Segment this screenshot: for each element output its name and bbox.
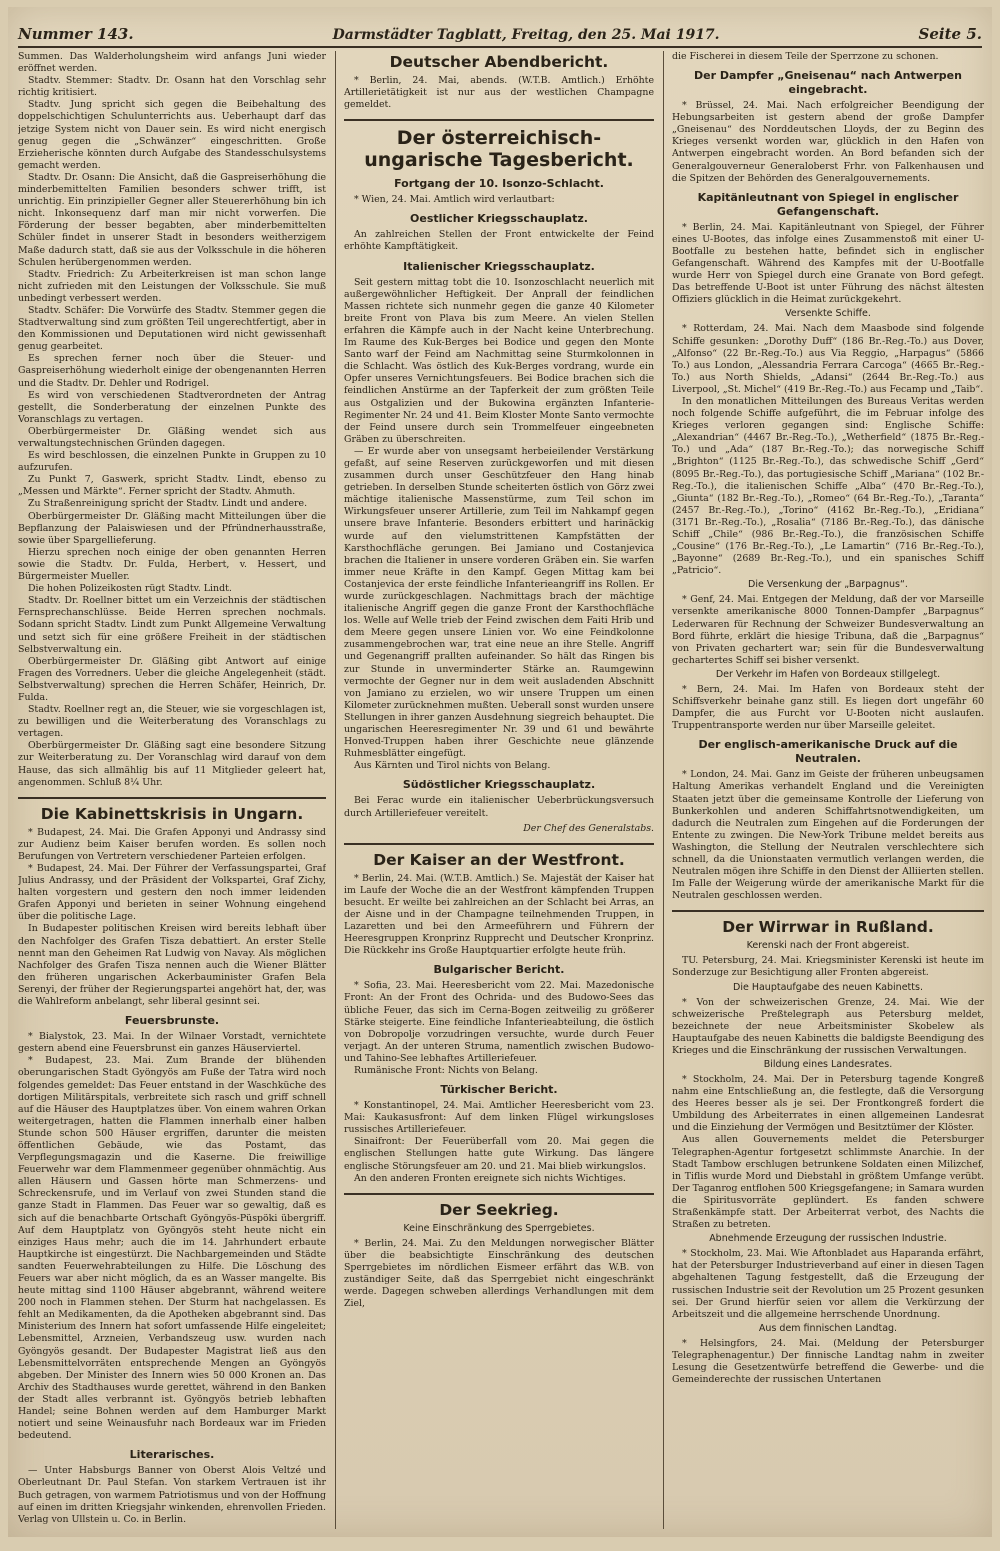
newspaper-title-date: Darmstädter Tagblatt, Freitag, den 25. Mai 1917. (332, 27, 720, 43)
paragraph: * Budapest, 24. Mai. Die Grafen Apponyi und Andrassy sind zur Audienz beim Kaiser berufen worden. Es sollen noch Berufungen von Vertretern verschiedener Parteien erfolgen. (18, 826, 326, 862)
paragraph: Bei Ferac wurde ein italienischer Ueberbrückungsversuch durch Artilleriefeuer vereitelt. (344, 795, 654, 819)
article-headline-oesterreichisch: Der österreichisch-ungarische Tagesbericht. (344, 119, 654, 171)
page-number: Seite 5. (918, 25, 982, 43)
section-heading-oestlicher: Oestlicher Kriegsschauplatz. (410, 212, 588, 226)
paragraph: Stadtv. Schäfer: Die Vorwürfe des Stadtv. Stemmer gegen die Stadtverwaltung sind zum größten Teil ungerechtfertigt, aber in den Kommissionen und Deputationen wird nicht gewissenhaft genug gearbeitet. (18, 304, 326, 353)
article-headline-versenkte-schiffe: Versenkte Schiffe. (785, 308, 871, 320)
paragraph: Stadtv. Friedrich: Zu Arbeiterkreisen ist man schon lange nicht zufrieden mit den Leistungen der Volksschule. Sie muß unbedingt verbessert werden. (18, 268, 326, 304)
paragraph: Es wird von verschiedenen Stadtverordneten der Antrag gestellt, die Sonderberatung der einzelnen Punkte des Voranschlags zu vertagen. (18, 389, 326, 425)
paragraph: * Budapest, 23. Mai. Zum Brande der blühenden oberungarischen Stadt Gyöngyös am Fuße der Tatra wird noch folgendes gemeldet: Das Feuer entstand in der Waschküche des dortigen Militärspitals, verbreitete sich rasch und griff schnell auf die Häuser des Hauptplatzes über. Von einem wahren Orkan weitergetragen, hatten die Flammen innerhalb einer halben Stunde schon 500 Häuser ergriffen, darunter die meisten öffentlichen Gebäude, wie das Postamt, das Verpflegungsmagazin und die Kaserne. Die freiwillige Feuerwehr war dem Flammenmeer gegenüber ohnmächtig. Aus allen Häusern und Gassen hörte man Schmerzens- und Schreckensrufe, und im Verlauf von zwei Stunden stand die ganze Stadt in Flammen. Das Feuer war so gewaltig, daß es sich auf die benachbarte Ortschaft Gyöngyös-Püspöki übergriff. Auf dem Hauptplatz von Gyöngyös steht heute nicht ein einziges Haus mehr; auch die im 14. Jahrhundert erbaute Hauptkirche ist eingestürzt. Die Nachbargemeinden und Städte sandten Feuerwehrabteilungen zu Hilfe. Die Löschung des Feuers war aber nicht möglich, da es an Wasser mangelte. Bis heute mittag sind 1100 Häuser abgebrannt, während weitere 200 noch in Flammen stehen. Der Sturm hat nachgelassen. Es fehlt an Medikamenten, da die Apotheken abgebrannt sind. Das Ministerium des Innern hat sofort umfassende Hilfe eingeleitet; Lebensmittel, Arzneien, Verbandszeug usw. wurden nach Gyöngyös gesandt. Der Budapester Magistrat ließ aus den Lebensmittelvorräten entsprechende Mengen an Gyöngyös abgeben. Der Minister des Innern wies 50 000 Kronen an. Das Archiv des Stadthauses wurde gerettet, während in den Banken der Stadt alles verbrannt ist. Gyöngyös betrieb lebhaften Handel; seine Bohnen werden auf dem Hamburger Markt notiert und seine Weinausfuhr nach Bordeaux war im Frieden bedeutend. (18, 1055, 326, 1442)
article-headline-kaiser: Der Kaiser an der Westfront. (344, 843, 654, 869)
paragraph: die Fischerei in diesem Teile der Sperrzone zu schonen. (672, 51, 939, 62)
article-subheadline-sperrgebiet: Keine Einschränkung des Sperrgebietes. (403, 1222, 595, 1234)
article-subheadline-isonzo: Fortgang der 10. Isonzo-Schlacht. (394, 177, 604, 191)
article-headline-kabinettskrisis: Die Kabinettskrisis in Ungarn. (18, 797, 326, 823)
paragraph: TU. Petersburg, 24. Mai. Kriegsminister Kerenski ist heute im Sonderzuge zur Besichtigung aller Fronten abgereist. (672, 955, 984, 979)
column-2 (344, 51, 654, 1529)
column-divider (663, 51, 664, 1529)
paragraph: Stadtv. Jung spricht sich gegen die Beibehaltung des doppelschichtigen Schulunterrichts aus. Ueberhaupt darf das jetzige System nicht von Dauer sein. Es wird nicht energisch genug gegen die „Schwänzer“ eingeschritten. Große Erzieherische könnten durch Aufgabe des Standesschulsystems gemacht werden. (18, 99, 326, 171)
article-headline-landesrat: Bildung eines Landesrates. (763, 1059, 893, 1070)
paragraph: Summen. Das Walderholungsheim wird anfangs Juni wieder eröffnet werden. (18, 51, 326, 75)
paragraph: Sinaifront: Der Feuerüberfall vom 20. Mai gegen die englischen Stellungen hatte gute Wirkung. Das längere englische Störungsfeuer am 20. und 21. Mai blieb wirkungslos. (344, 1136, 654, 1172)
paragraph: An zahlreichen Stellen der Front entwickelte der Feind erhöhte Kampftätigkeit. (344, 229, 654, 253)
article-headline-seekrieg: Der Seekrieg. (344, 1193, 654, 1219)
paragraph: Stadtv. Stemmer: Stadtv. Dr. Osann hat den Vorschlag sehr richtig kritisiert. (18, 75, 326, 99)
signature: Der Chef des Generalstabs. (523, 822, 654, 834)
article-headline-spiegel: Kapitänleutnant von Spiegel in englischer Gefangenschaft. (697, 190, 959, 218)
paragraph: Oberbürgermeister Dr. Gläßing macht Mitteilungen über die Bepflanzung der Palaiswiesen und der Pfründnerhausstraße, sowie über Spargellieferung. (18, 510, 326, 546)
paragraph: In den monatlichen Mitteilungen des Bureaus Veritas werden noch folgende Schiffe aufgeführt, die im Februar infolge des Krieges verloren gegangen sind: Englische Schiffe: „Alexandrian“ (4467 Br.-Reg.-To.), „Wetherfield“ (1875 Br.-Reg.-To.) und „Ada“ (187 Br.-Reg.-To.); das norwegische Schiff „Brighton“ (1125 Br.-Reg.-To.), das schwedische Schiff „Gerd“ (8095 Br.-Reg.-To.), das portugiesische Schiff „Mariana“ (102 Br.-Reg.-To.), die italienischen Schiffe „Alba“ (470 Br.-Reg.-To.), „Giunta“ (182 Br.-Reg.-To.), „Romeo“ (64 Br.-Reg.-To.), „Taranta“ (2457 Br.-Reg.-To.), „Torino“ (4162 Br.-Reg.-To.), „Eridiana“ (3171 Br.-Reg.-To.), „Rosalia“ (7186 Br.-Reg.-To.), das dänische Schiff „Chile“ (986 Br.-Reg.-To.), die französischen Schiffe „Cousine“ (176 Br.-Reg.-To.), „Le Lamartin“ (716 Br.-Reg.-To.), „Bayonne“ (2689 Br.-Reg.-To.), und ein spanisches Schiff „Patricio“. (672, 395, 984, 577)
paragraph: — Er wurde aber von unsegsamt herbeieilender Verstärkung gefaßt, auf seine Reserven zurückgeworfen und mit diesen zusammen durch unser Geschützfeuer den Hang hinab getrieben. In derselben Stunde scheiterten östlich von Görz zwei mächtige italienische Massenstürme, zum Teil schon im Wirkungsfeuer unserer Artillerie, zum Teil im Nahkampf gegen unsere brave Infanterie. Besonders erbittert und harinäckig wurde auf den vielumstrittenen Kampfstätten der Karsthochfläche gerungen. Bei Jamiano und Costanjevica brachen die Italiener in unsere vorderen Gräben ein. Sie warfen immer neue Kräfte in den Kampf. Gegen Mittag kam bei Costanjevica der erste feindliche Infanterieangriff ins Rollen. Er wurde zurückgeschlagen. Nachmittags brach der mächtige italienische Angriff gegen die ganze Front der Karsthochfläche los. Welle auf Welle trieb der Feind zwischen dem Faiti Hrib und dem Meere gegen unsere Linien vor. Wo eine Feindkolonne zusammengebrochen war, trat eine neue an ihre Stelle. Angriff und Gegenangriff prallten aufeinander. So hält das Ringen bis zur Stunde in unverminderter Stärke an. Raumgewinn vermochte der Gegner nur in dem weit ausladenden Abschnitt von Jamiano zu erzielen, wo wir unsere Truppen um einen Kilometer zurücknehmen mußten. Ueberall sonst wurden unsere Stellungen in ihrer ganzen Ausdehnung siegreich behauptet. Die ungarischen Heeresregimenter Nr. 39 und 61 und bewährte Honved-Truppen haben ihrer Geschichte neue glänzende Ruhmesblätter eingefügt. (344, 445, 654, 760)
paragraph: Zu Straßenreinigung spricht der Stadtv. Lindt und andere. (28, 498, 308, 510)
column-divider (335, 51, 336, 1529)
column-1 (18, 51, 326, 1529)
paragraph: * Berlin, 24. Mai. Zu den Meldungen norwegischer Blätter über die beabsichtigte Einschränkung des deutschen Sperrgebietes im nördlichen Eismeer erfährt das W.B. von zuständiger Seite, daß das Sperrgebiet nicht eingeschränkt werde. Dagegen schweben allerdings Verhandlungen mit dem Ziel, (344, 1237, 654, 1310)
paragraph: * Stockholm, 23. Mai. Wie Aftonbladet aus Haparanda erfährt, hat der Petersburger Industrieverband auf einer in diesen Tagen abgehaltenen Tagung festgestellt, daß die Erzeugung der russischen Industrie seit der Revolution um 25 Prozent gesunken sei. Der Grund hierfür seien vor allem die Verkürzung der Arbeitszeit und die allgemeine herrschende Unordnung. (672, 1248, 984, 1320)
paragraph: * Berlin, 24. Mai. Kapitänleutnant von Spiegel, der Führer eines U-Bootes, das infolge eines Zusammenstoß mit einer U-Bootfalle zu bestehen hatte, befindet sich in englischer Gefangenschaft. Während des Kampfes mit der U-Bootfalle wurde Herr von Spiegel durch eine Granate von Bord gefegt. Das betreffende U-Boot ist unter Führung des nächst ältesten Offiziers glücklich in die Heimat zurückgekehrt. (672, 221, 984, 306)
section-heading-italienischer: Italienischer Kriegsschauplatz. (403, 259, 595, 273)
paragraph: * Bern, 24. Mai. Im Hafen von Bordeaux steht der Schiffsverkehr beinahe ganz still. Es liegen dort ungefähr 60 Dampfer, die aus Furcht vor U-Booten nicht auslaufen. Truppentransporte werden nur über Marseille geleitet. (672, 683, 984, 732)
article-subheadline-kerenski: Kerenski nach der Front abgereist. (746, 940, 910, 952)
paragraph: Seit gestern mittag tobt die 10. Isonzoschlacht neuerlich mit außergewöhnlicher Heftigkeit. Der Anprall der feindlichen Massen richtete sich nunmehr gegen die ganze 40 Kilometer breite Front von Plava bis zum Meere. An vielen Stellen erfahren die Kämpfe auch in der Nacht keine Unterbrechung. Im Raume des Kuk-Berges bei Bodice und gegen den Monte Santo warf der Feind am Nachmittag seine Sturmkolonnen in die Schlacht. Was östlich des Kuk-Berges vordrang, wurde ein Opfer unseres Vernichtungsfeuers. Bei Bodice brachen sich die feindlichen Anstürme an der Tapferkeit der zum größten Teile aus Ostgalizien und der Bukowina ergänzten Infanterie-Regimenter Nr. 24 und 41. Beim Kloster Monte Santo vermochte der Feind unsere durch sein Trommelfeuer eingeebneten Gräben zu überschreiten. (344, 276, 654, 445)
paragraph: Es wird beschlossen, die einzelnen Punkte in Gruppen zu 10 aufzurufen. (18, 450, 326, 474)
paragraph: * Rotterdam, 24. Mai. Nach dem Maasbode sind folgende Schiffe gesunken: „Dorothy Duff“ (186 Br.-Reg.-To.) aus Dover, „Alfonso“ (22 Br.-Reg.-To.) aus Via Reggio, „Harpagus“ (5866 To.) aus London, „Alessandria Ferrara Carcoga“ (4665 Br.-Reg.-To.) aus North Shields, „Adansi“ (2644 Br.-Reg.-To.) aus Liverpool, „St. Michel“ (419 Br.-Reg.-To.) aus Fecamp und „Taib“. (672, 323, 984, 395)
paragraph: Hierzu sprechen noch einige der oben genannten Herren sowie die Stadtv. Dr. Fulda, Herbert, v. Hessert, und Bürgermeister Mueller. (18, 546, 326, 583)
paragraph: * Brüssel, 24. Mai. Nach erfolgreicher Beendigung der Hebungsarbeiten ist gestern abend der große Dampfer „Gneisenau“ des Norddeutschen Lloyds, der zu Beginn des Krieges versenkt worden war, glücklich in den Hafen von Antwerpen eingebracht worden. An Bord befanden sich der Generalgouverneur Generaloberst Frhr. von Falkenhausen und die Spitzen der Behörden des Generalgouvernements. (672, 100, 984, 184)
article-headline-druck: Der englisch-amerikanische Druck auf die Neutralen. (698, 738, 958, 766)
paragraph: Oberbürgermeister Dr. Gläßing sagt eine besondere Sitzung zur Weiterberatung zu. Der Voranschlag wird darauf von dem Hause, das sich allmählig bis auf 11 Mitglieder geleert hat, angenommen. Schluß 8¼ Uhr. (18, 740, 326, 788)
article-headline-barpagnus: Die Versenkung der „Barpagnus“. (748, 579, 908, 591)
paragraph: Es sprechen ferner noch über die Steuer- und Gaspreiserhöhung wiederholt einige der obengenannten Herren und die Stadtv. Dr. Dehler und Rodrigel. (18, 353, 326, 389)
paragraph: * Sofia, 23. Mai. Heeresbericht vom 22. Mai. Mazedonische Front: An der Front des Ochrida- und des Budowo-Sees das übliche Feuer, das sich im Cerna-Bogen zeitweilig zu größerer Stärke steigerte. Eine feindliche Infanterieabteilung, die östlich von Dobropolje vorzudringen versuchte, wurde durch Feuer verjagt. An der unteren Struma, namentlich zwischen Budowo- und Tahino-See lebhaftes Artilleriefeuer. (344, 980, 654, 1064)
paragraph: Rumänische Front: Nichts von Belang. (354, 1065, 538, 1076)
newspaper-page (8, 7, 992, 1537)
paragraph: * Berlin, 24. Mai. (W.T.B. Amtlich.) Se. Majestät der Kaiser hat im Laufe der Woche die an der Westfront kämpfenden Truppen besucht. Er weilte bei zahlreichen an der Schlacht bei Arras, an der Aisne und in der Champagne teilnehmenden Truppen, in Lazaretten und bei den Armeeführern und Führern der Heeresgruppen Kronprinz Rupprecht und Deutscher Kronprinz. Die Rückkehr ins Große Hauptquartier erfolgte heute früh. (344, 872, 654, 957)
masthead (18, 19, 982, 48)
paragraph: * Berlin, 24. Mai, abends. (W.T.B. Amtlich.) Erhöhte Artillerietätigkeit ist nur aus der westlichen Champagne gemeldet. (344, 75, 654, 111)
paragraph: Stadtv. Roellner regt an, die Steuer, wie sie vorgeschlagen ist, zu bewilligen und die Weiterberatung des Voranschlags zu vertagen. (18, 704, 326, 740)
paragraph: Stadtv. Dr. Roellner bittet um ein Verzeichnis der städtischen Fernsprechanschlüsse. Beide Herren sprechen nochmals. Sodann spricht Stadtv. Lindt zum Punkt Allgemeine Verwaltung und setzt sich für eine größere Freiheit in der städtischen Selbstverwaltung ein. (18, 595, 326, 655)
article-headline-bordeaux: Der Verkehr im Hafen von Bordeaux stillgelegt. (715, 668, 941, 680)
paragraph: * Bialystok, 23. Mai. In der Wilnaer Vorstadt, vernichtete gestern abend eine Feuersbrunst ein ganzes Häuserviertel. (18, 1031, 326, 1055)
issue-number: Nummer 143. (18, 25, 134, 43)
paragraph: Oberbürgermeister Dr. Gläßing wendet sich aus verwaltungstechnischen Gründen dagegen. (18, 425, 326, 449)
paragraph: * Konstantinopel, 24. Mai. Amtlicher Heeresbericht vom 23. Mai: Kaukasusfront: Auf dem linken Flügel wirkungsloses russisches Artilleriefeuer. (344, 1100, 654, 1136)
paragraph: * Von der schweizerischen Grenze, 24. Mai. Wie der schweizerische Preßtelegraph aus Petersburg meldet, bezeichnete der neue Arbeitsminister Skobelew als Hauptaufgabe des neuen Kabinetts die baldigste Beendigung des Krieges und die Einschränkung der russischen Verwaltungen. (672, 996, 984, 1056)
paragraph: * Genf, 24. Mai. Entgegen der Meldung, daß der vor Marseille versenkte amerikanische 8000 Tonnen-Dampfer „Barpagnus“ Lederwaren für Rechnung der Schweizer Bundesverwaltung an Bord führte, erklärt die hiesige Tribuna, daß die „Barpagnus“ von Privaten gechartert war; sein für die Bundesverwaltung gechartertes Schiff sei bisher versenkt. (672, 594, 984, 666)
article-headline-gneisenau: Der Dampfer „Gneisenau“ nach Antwerpen eingebracht. (694, 69, 962, 97)
article-headline-tuerkischer: Türkischer Bericht. (440, 1083, 558, 1097)
paragraph: Oberbürgermeister Dr. Gläßing gibt Antwort auf einige Fragen des Vorredners. Ueber die gleiche Angelegenheit (städt. Selbstverwaltung) sprechen die Herren Schäfer, Heinrich, Dr. Fulda. (18, 655, 326, 703)
article-headline-bulgarischer: Bulgarischer Bericht. (433, 963, 565, 977)
paragraph: * Budapest, 24. Mai. Der Führer der Verfassungspartei, Graf Julius Andrassy, und der Präsident der Volkspartei, Graf Zichy, halten vorgestern und gestern den noch immer leidenden Grafen Apponyi und berieten in seiner Wohnung eingehend über die politische Lage. (18, 863, 326, 923)
paragraph: Stadtv. Dr. Osann: Die Ansicht, daß die Gaspreiserhöhung die minderbemittelten Familien besonders schwer trifft, ist unrichtig. Ein prinzipieller Gegner aller Steuererhöhung bin ich nicht. Inkonsequenz darf man mir nicht vorwerfen. Die Förderung der besser begabten, aber minderbemittelten Schüler findet in unserer Stadt in besonders weitherzigem Maße dadurch statt, daß sie aus der Volksschule in die höheren Schulen herübergenommen werden. (18, 171, 326, 268)
paragraph: Aus Kärnten und Tirol nichts von Belang. (354, 760, 551, 772)
article-headline-literarisches: Literarisches. (129, 1448, 215, 1462)
article-headline-abendbericht: Deutscher Abendbericht. (389, 53, 609, 71)
column-3 (672, 51, 984, 1529)
paragraph: * Helsingfors, 24. Mai. (Meldung der Petersburger Telegraphenagentur.) Der finnische Landtag nahm in zweiter Lesung die Gesetzentwürfe betreffend die Gewerbe- und die Gemeinderechte der russischen Untertanen (672, 1337, 984, 1386)
article-headline-industrie: Abnehmende Erzeugung der russischen Industrie. (709, 1233, 947, 1245)
paragraph: An den anderen Fronten ereignete sich nichts Wichtiges. (354, 1172, 626, 1184)
article-headline-finnischer-landtag: Aus dem finnischen Landtag. (758, 1322, 898, 1334)
paragraph: * Stockholm, 24. Mai. Der in Petersburg tagende Kongreß nahm eine Entschließung an, die festlegte, daß die Versorgung des Heeres besser als je sei. Der Frontkongreß fordert die Umbildung des Arbeiterrates in einen allgemeinen Landesrat und die Einziehung der Vermögen und Besitztümer der Klöster. (672, 1074, 984, 1134)
article-headline-feuersbrunste: Feuersbrunste. (124, 1014, 220, 1028)
paragraph: Die hohen Polizeikosten rügt Stadtv. Lindt. (28, 583, 232, 595)
paragraph: Zu Punkt 7, Gaswerk, spricht Stadtv. Lindt, ebenso zu „Messen und Märkte“. Ferner spricht der Stadtv. Ahmuth. (18, 474, 326, 498)
paragraph: In Budapester politischen Kreisen wird bereits lebhaft über den Nachfolger des Grafen Tisza debattiert. An erster Stelle nennt man den Geheimen Rat Ludwig von Navay. Als möglichen Nachfolger des Grafen Tisza nennen auch die Wiener Blätter den früheren ungarischen Ackerbauminister Grafen Bela Serenyi, der früher der Regierungspartei angehört hat, der, was die Wahlreform anbelangt, sehr liberal gesinnt sei. (18, 923, 326, 1008)
section-heading-suedoestlicher: Südöstlicher Kriegsschauplatz. (402, 778, 596, 792)
article-headline-hauptaufgabe: Die Hauptaufgabe des neuen Kabinetts. (733, 981, 923, 993)
article-headline-wirrwar: Der Wirrwar in Rußland. (672, 910, 984, 936)
paragraph: Aus allen Gouvernements meldet die Petersburger Telegraphen-Agentur fortgesetzt schlimmste Anarchie. In der Stadt Tambow erschlugen betrunkene Soldaten einen Milizchef, in Tiflis wurde Mord und Diebstahl in größtem Umfange verübt. Der Taganrog entflohen 500 Kriegsgefangene; in Samara wurden die Spiritusvorräte geplündert. Es fanden schwere Straßenkämpfe statt. Der Arbeiterrat verbot, des Nachts die Straßen zu betreten. (672, 1134, 984, 1231)
paragraph: — Unter Habsburgs Banner von Oberst Alois Veltzé und Oberleutnant Dr. Paul Stefan. Von starkem Vertrauen ist ihr Buch getragen, von warmem Patriotismus und von der Hoffnung auf einen im dritten Kriegsjahr winkenden, ehrenvollen Frieden. Verlag von Ullstein u. Co. in Berlin. (18, 1465, 326, 1525)
paragraph: * London, 24. Mai. Ganz im Geiste der früheren unbeugsamen Haltung Amerikas verhandelt England und die Vereinigten Staaten jetzt über die gemeinsame Kontrolle der Lieferung von Bunkerkohlen und anderen Schiffahrtsnotwendigkeiten, um dadurch die Neutralen zum Eingehen auf die Forderungen der Entente zu zwingen. Die New-York Tribune meldet bereits aus Washington, die Stellung der Neutralen verschlechtere sich schnell, da die Unionstaaten vermutlich verlangen werden, die Neutralen mögen ihre Schiffe in den Dienst der Alliierten stellen. Im Falle der Weigerung würde der amerikanische Markt für die Neutralen geschlossen werden. (672, 769, 984, 902)
paragraph: * Wien, 24. Mai. Amtlich wird verlautbart: (354, 194, 555, 206)
